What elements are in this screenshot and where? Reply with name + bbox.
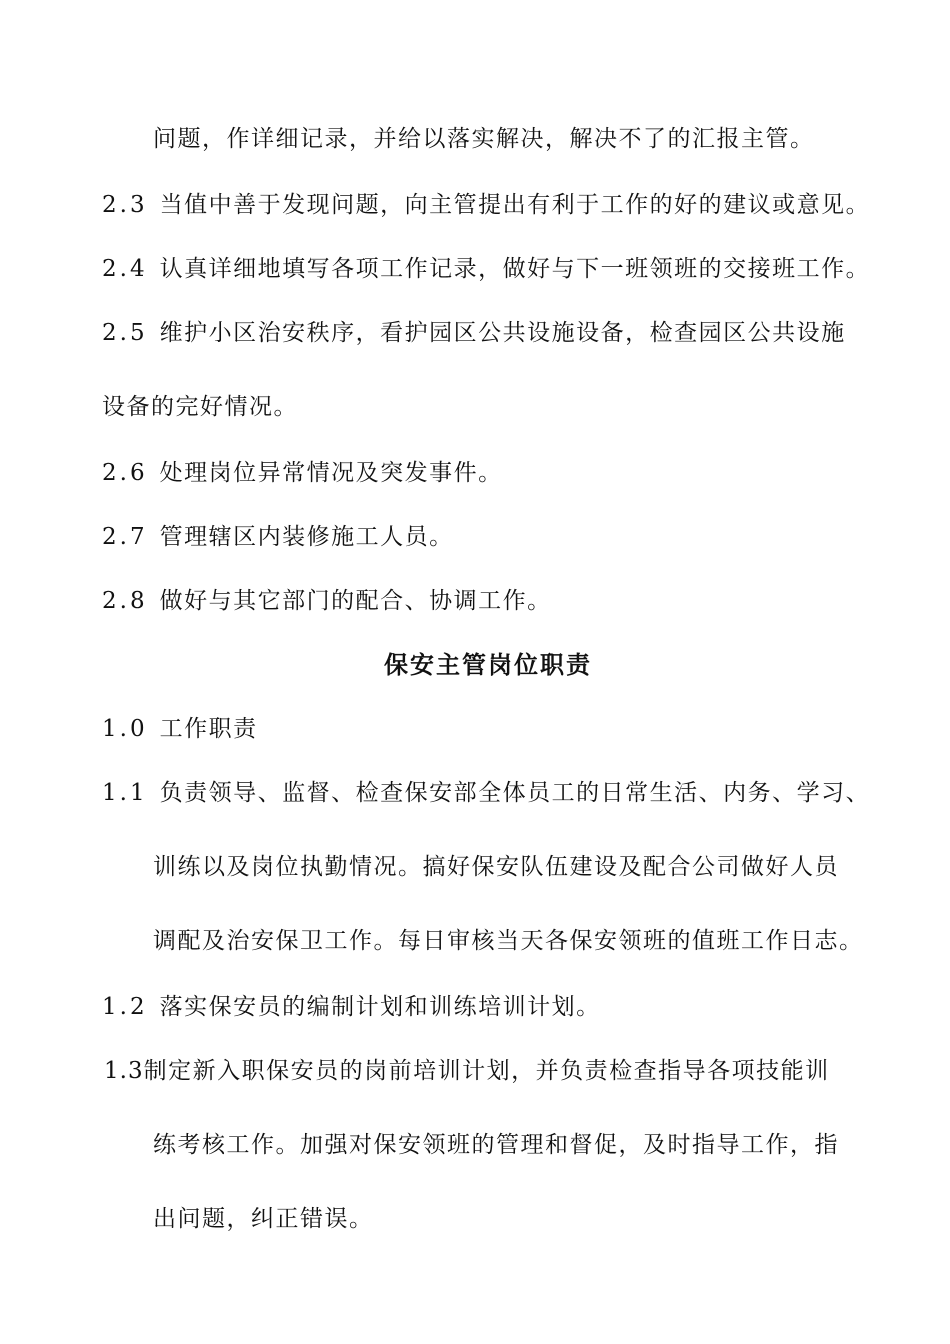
- numbered-item-2-7: [102, 522, 454, 552]
- numbered-item-2-4: [102, 254, 870, 284]
- item-text: 当值中善于发现问题，向主管提出有利于工作的好的建议或意见。: [159, 192, 871, 218]
- line-text: 出问题，纠正错误。: [153, 1206, 374, 1232]
- numbered-item-1-2: [102, 992, 601, 1022]
- numbered-item-1-1: [102, 778, 870, 808]
- item-text: 工作职责: [159, 716, 258, 742]
- item-number: 2.8: [102, 588, 148, 614]
- item-text: 维护小区治安秩序，看护园区公共设施设备，检查园区公共设施: [159, 320, 846, 346]
- text-line: [153, 926, 864, 956]
- item-number: 2.6: [102, 460, 148, 486]
- item-text: 处理岗位异常情况及突发事件。: [159, 460, 503, 486]
- line-text: 设备的完好情况。: [102, 394, 298, 420]
- numbered-item-2-5: [102, 318, 846, 348]
- text-line: [102, 392, 298, 422]
- item-number: 1.0: [102, 716, 148, 742]
- numbered-item-2-8: [102, 586, 552, 616]
- text-line: [153, 852, 839, 882]
- item-text: 管理辖区内装修施工人员。: [159, 524, 454, 550]
- section-heading: 保安主管岗位职责: [384, 650, 592, 679]
- item-number: 1.1: [102, 780, 148, 806]
- item-number: 2.7: [102, 524, 148, 550]
- line-text: 训练以及岗位执勤情况。搞好保安队伍建设及配合公司做好人员: [153, 854, 839, 880]
- item-text: 做好与其它部门的配合、协调工作。: [159, 588, 552, 614]
- item-text: 制定新入职保安员的岗前培训计划，并负责检查指导各项技能训: [143, 1058, 830, 1084]
- item-number: 2.3: [102, 192, 148, 218]
- numbered-item-2-3: [102, 190, 870, 220]
- item-number: 2.4: [102, 256, 148, 282]
- item-number: 1.3: [104, 1058, 144, 1084]
- item-text: 落实保安员的编制计划和训练培训计划。: [159, 994, 601, 1020]
- item-text: 认真详细地填写各项工作记录，做好与下一班领班的交接班工作。: [159, 256, 871, 282]
- line-text: 练考核工作。加强对保安领班的管理和督促，及时指导工作，指: [153, 1132, 839, 1158]
- line-text: 问题，作详细记录，并给以落实解决，解决不了的汇报主管。: [153, 126, 815, 152]
- line-text: 调配及治安保卫工作。每日审核当天各保安领班的值班工作日志。: [153, 928, 864, 954]
- item-number: 1.2: [102, 994, 148, 1020]
- text-line: [153, 124, 815, 154]
- item-text: 负责领导、监督、检查保安部全体员工的日常生活、内务、学习、: [159, 780, 871, 806]
- text-line: [153, 1130, 839, 1160]
- item-number: 2.5: [102, 320, 148, 346]
- numbered-item-1-0: [102, 714, 258, 744]
- numbered-item-2-6: [102, 458, 503, 488]
- text-line: [153, 1204, 374, 1234]
- numbered-item-1-3: [104, 1056, 830, 1086]
